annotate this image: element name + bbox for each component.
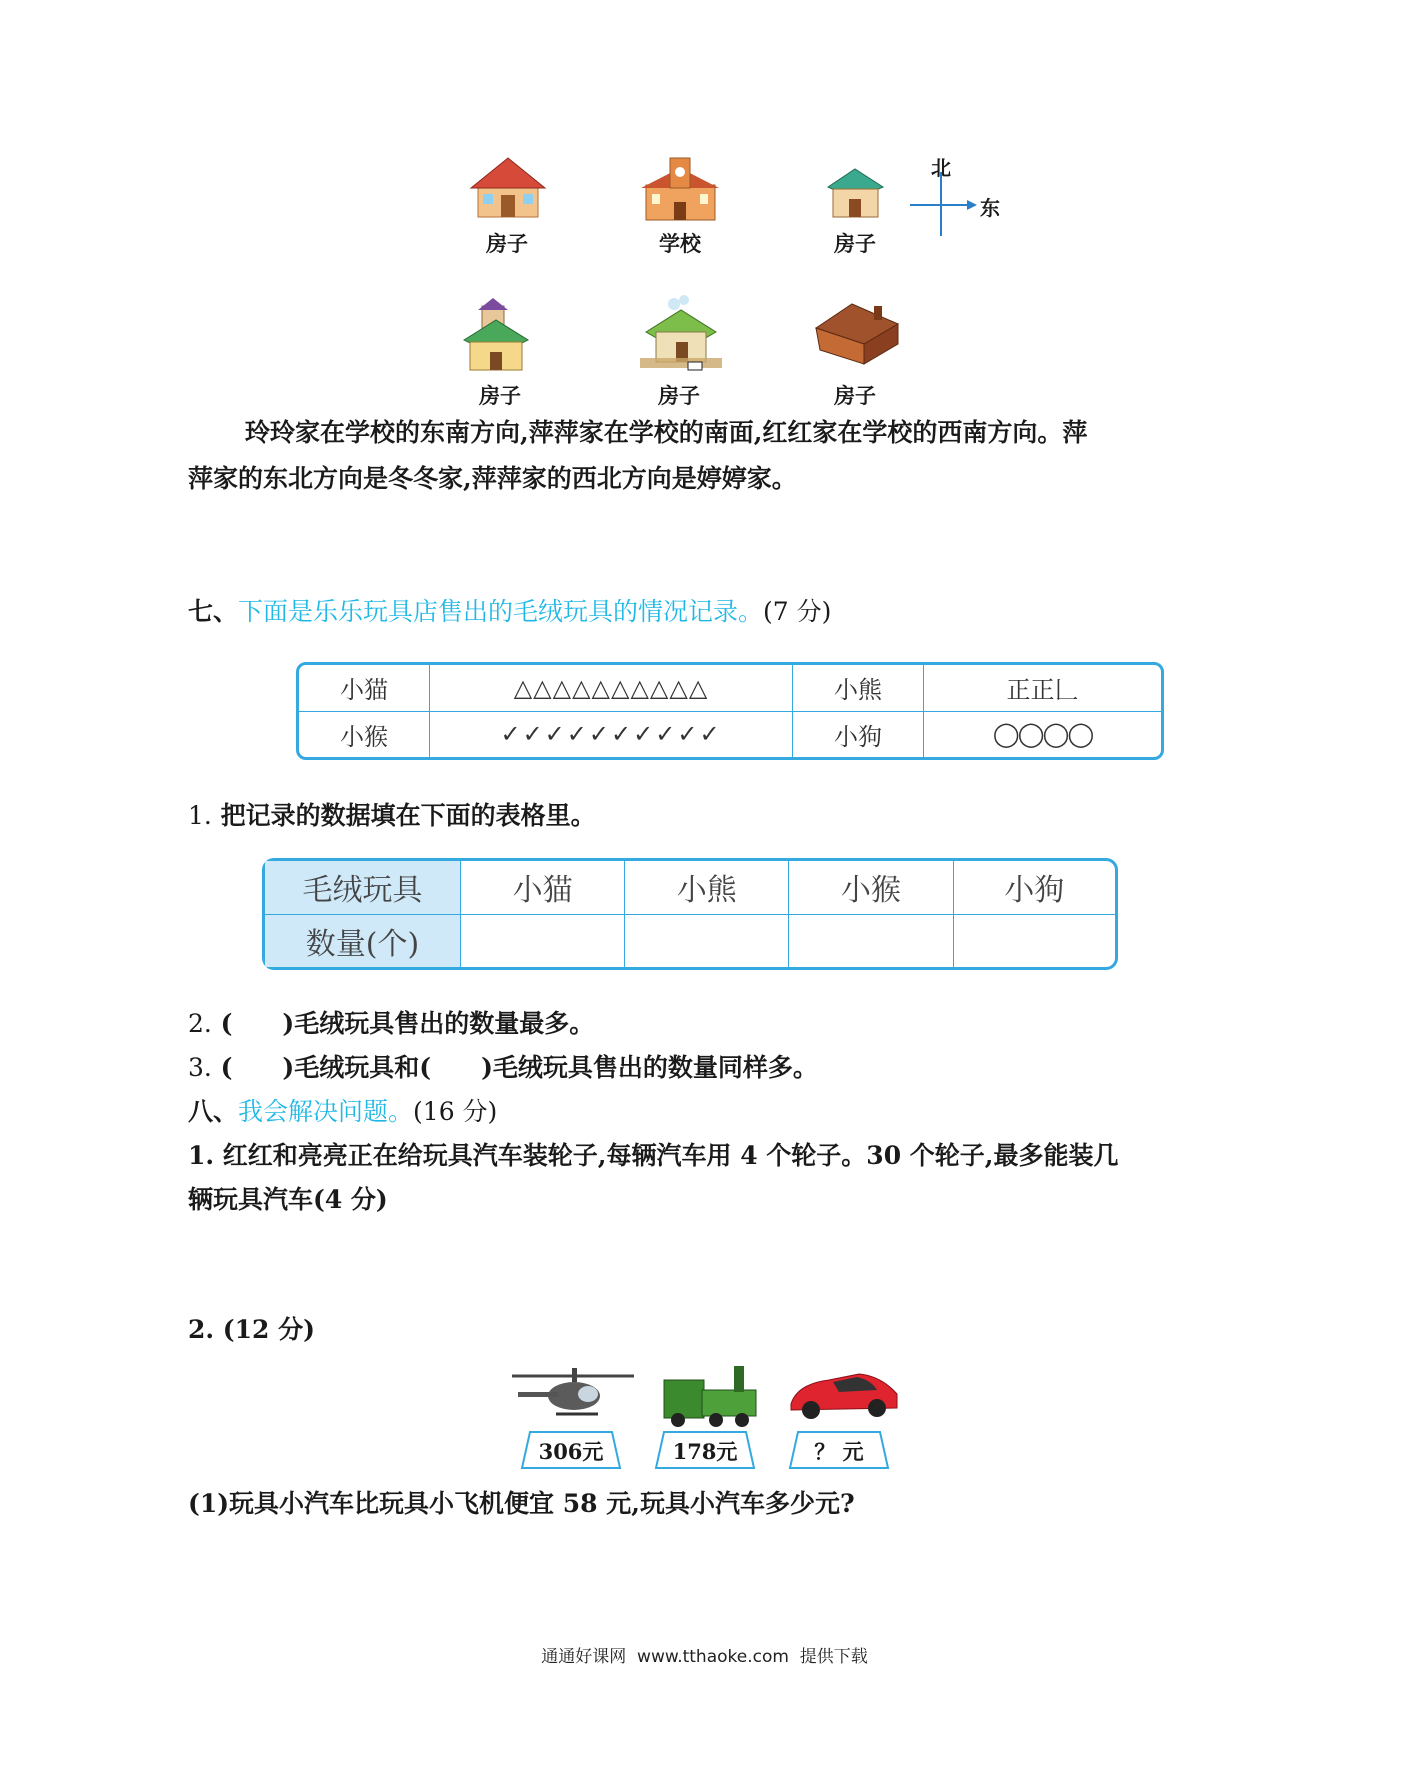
record-marks-bear: 正正𠃊 xyxy=(924,665,1161,712)
tally-record-table xyxy=(296,662,1164,760)
house-icon xyxy=(463,150,553,225)
question-text: ( )毛绒玩具售出的数量最多。 xyxy=(220,1009,595,1038)
section-7-number: 七、 xyxy=(188,597,239,626)
direction-text-line-1: 玲玲家在学校的东南方向,萍萍家在学校的南面,红红家在学校的西南方向。萍 xyxy=(245,418,1088,447)
map-label-school: 学校 xyxy=(659,231,701,256)
section-8-points: (16 分) xyxy=(413,1097,498,1126)
section-8-number: 八、 xyxy=(188,1097,239,1126)
fill-header-label: 毛绒玩具 xyxy=(265,861,461,915)
fill-header-dog: 小狗 xyxy=(954,861,1115,915)
fill-answer-cat[interactable] xyxy=(461,915,625,967)
map-label-house-5: 房子 xyxy=(834,383,876,408)
price-train: 178元 xyxy=(672,1439,738,1464)
price-car: ？ 元 xyxy=(814,1439,864,1464)
fill-answer-monkey[interactable] xyxy=(789,915,953,967)
record-marks-monkey: ✓✓✓✓✓✓✓✓✓✓ xyxy=(430,712,793,757)
sports-car-icon xyxy=(785,1360,903,1426)
question-number: 1. xyxy=(188,801,212,830)
record-name-monkey: 小猴 xyxy=(299,712,430,757)
question-7-2 xyxy=(188,1004,594,1040)
question-text: ( )毛绒玩具和( )毛绒玩具售出的数量同样多。 xyxy=(220,1053,818,1082)
question-7-3 xyxy=(188,1048,818,1084)
table-row xyxy=(265,915,1115,967)
record-name-bear: 小熊 xyxy=(793,665,924,712)
question-8-1-line-2: 辆玩具汽车(4 分) xyxy=(188,1185,388,1214)
question-text: 把记录的数据填在下面的表格里。 xyxy=(220,801,596,830)
table-row xyxy=(265,861,1115,915)
school-icon xyxy=(638,150,723,225)
question-8-1-line-1: 1. 红红和亮亮正在给玩具汽车装轮子,每辆汽车用 4 个轮子。30 个轮子,最多能装几 xyxy=(188,1141,1119,1170)
section-7-points: (7 分) xyxy=(763,597,832,626)
fill-header-cat: 小猫 xyxy=(461,861,625,915)
record-marks-cat: △△△△△△△△△△ xyxy=(430,665,793,712)
question-8-2-1: (1)玩具小汽车比玩具小飞机便宜 58 元,玩具小汽车多少元? xyxy=(188,1489,855,1518)
question-number: 2. xyxy=(188,1009,212,1038)
section-8-heading xyxy=(188,1092,497,1128)
cabin-house-icon xyxy=(812,298,902,368)
train-icon xyxy=(658,1350,763,1430)
section-7-title: 下面是乐乐玩具店售出的毛绒玩具的情况记录。 xyxy=(238,597,764,626)
table-row xyxy=(299,665,1161,712)
helicopter-icon xyxy=(508,1362,638,1428)
footer-text: 通通好课网 www.tthaoke.com 提供下载 xyxy=(541,1647,868,1667)
question-7-1 xyxy=(188,796,596,832)
table-row xyxy=(299,712,1161,757)
house-icon xyxy=(823,165,888,225)
fill-header-bear: 小熊 xyxy=(625,861,789,915)
fill-answer-dog[interactable] xyxy=(954,915,1115,967)
question-number: 3. xyxy=(188,1053,212,1082)
compass-east-label: 东 xyxy=(980,196,1000,220)
map-label-house-3: 房子 xyxy=(479,383,521,408)
fill-row-label: 数量(个) xyxy=(265,915,461,967)
compass-north-label: 北 xyxy=(931,156,951,180)
record-marks-dog: ◯◯◯◯ xyxy=(992,720,1093,749)
map-label-house-1: 房子 xyxy=(486,231,528,256)
question-8-2-heading: 2. (12 分) xyxy=(188,1315,315,1344)
farm-house-icon xyxy=(636,292,726,376)
price-helicopter: 306元 xyxy=(538,1439,604,1464)
fill-answer-bear[interactable] xyxy=(625,915,789,967)
section-7-heading xyxy=(188,592,831,628)
house-icon xyxy=(460,298,532,376)
fill-header-monkey: 小猴 xyxy=(789,861,953,915)
record-name-dog: 小狗 xyxy=(793,712,924,757)
direction-text-line-2: 萍家的东北方向是冬冬家,萍萍家的西北方向是婷婷家。 xyxy=(188,464,797,493)
section-8-title: 我会解决问题。 xyxy=(238,1097,414,1126)
map-label-house-4: 房子 xyxy=(658,383,700,408)
map-label-house-2: 房子 xyxy=(834,231,876,256)
fill-in-table xyxy=(262,858,1118,970)
record-name-cat: 小猫 xyxy=(299,665,430,712)
